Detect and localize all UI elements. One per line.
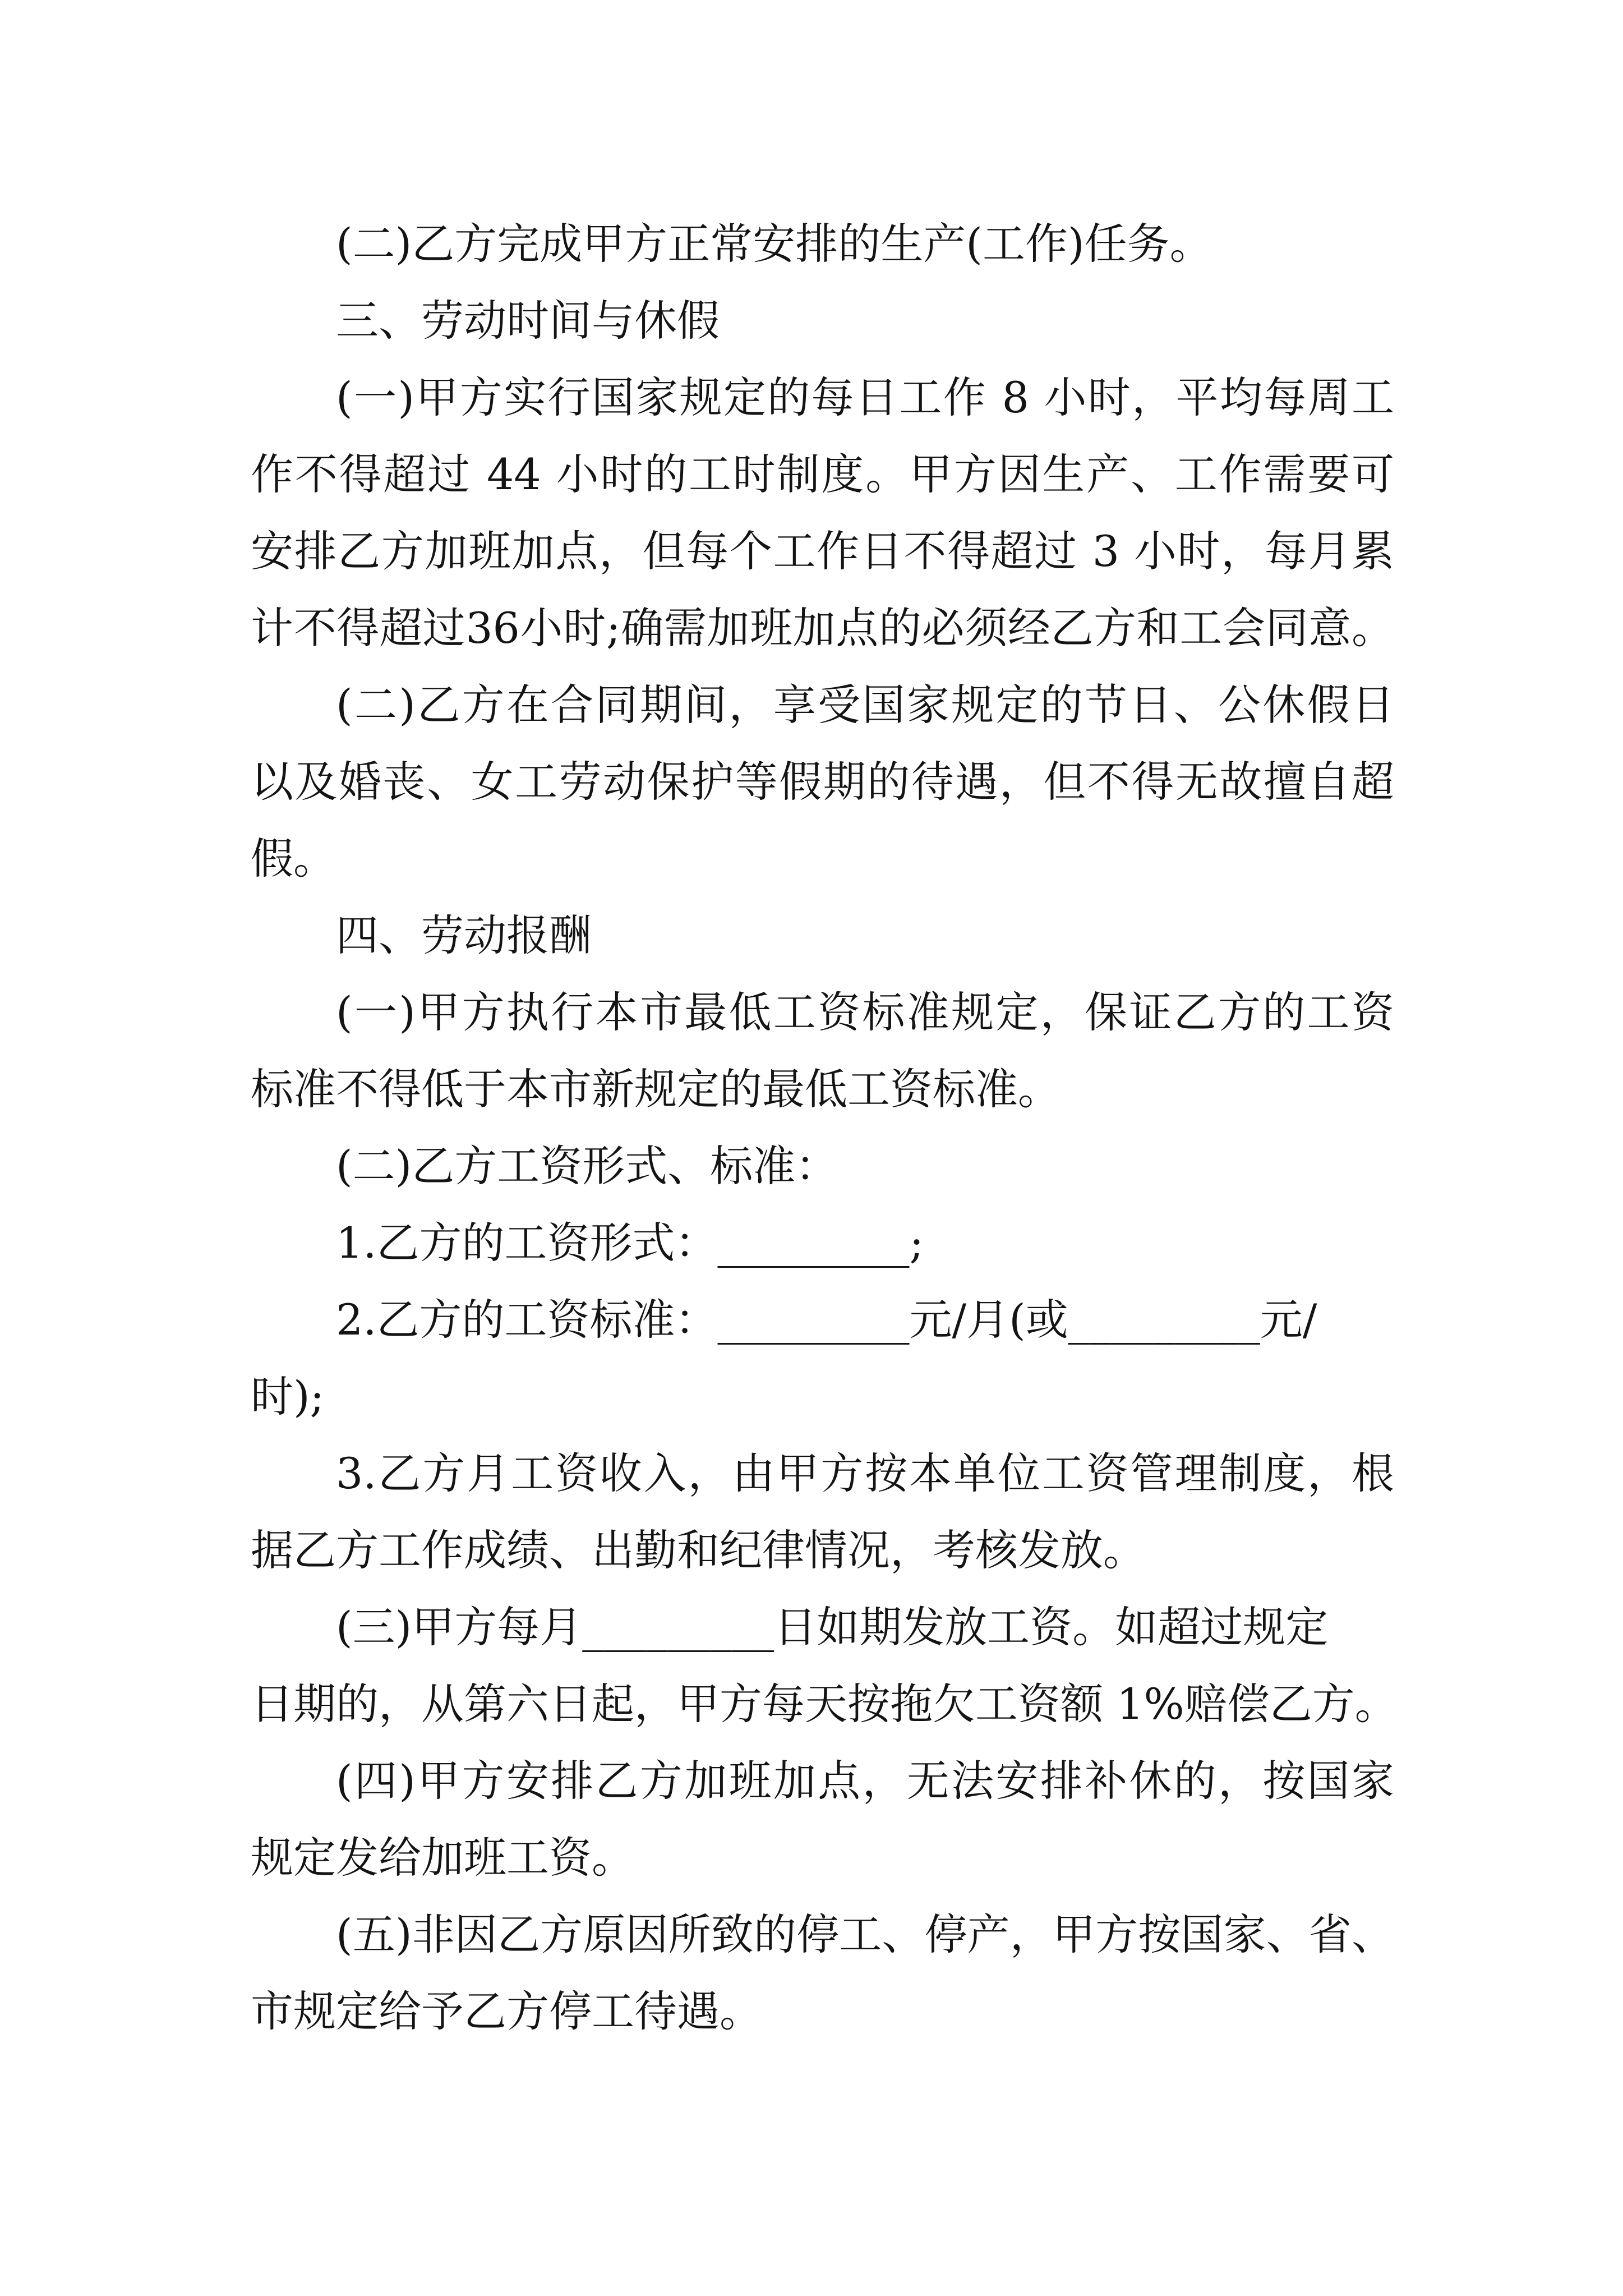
paragraph-line: 安排乙方加班加点，但每个工作日不得超过 3 小时，每月累 [251,526,1394,576]
paragraph [251,359,1394,666]
paragraph-line: (五)非因乙方原因所致的停工、停产，甲方按国家、省、 [336,1910,1394,1959]
paragraph [251,1435,1394,1589]
paragraph [251,1742,1394,1896]
paragraph [251,1589,1398,1742]
paragraph-line: (二)乙方在合同期间，享受国家规定的节日、公休假日 [336,680,1394,730]
paragraph-line: 日期的，从第六日起，甲方每天按拖欠工资额 1%赔偿乙方。 [251,1679,1398,1729]
paragraph-line: 1.乙方的工资形式：_________; [336,1218,924,1268]
paragraph-line: 以及婚丧、女工劳动保护等假期的待遇，但不得无故擅自超 [251,757,1394,807]
paragraph [251,1896,1394,2050]
paragraph-line: 时); [251,1372,325,1421]
paragraph-line: (三)甲方每月_________日如期发放工资。如超过规定 [336,1602,1329,1652]
paragraph-line: 规定发给加班工资。 [251,1833,634,1883]
paragraph-line: 假。 [251,834,336,884]
paragraph-line: 计不得超过36小时;确需加班加点的必须经乙方和工会同意。 [251,603,1394,653]
paragraph-line: (一)甲方实行国家规定的每日工作 8 小时，平均每周工 [336,372,1394,422]
paragraph-line: 据乙方工作成绩、出勤和纪律情况，考核发放。 [251,1525,1146,1575]
paragraph [251,1204,1394,1281]
paragraph [251,974,1394,1128]
paragraph-line: 标准不得低于本市新规定的最低工资标准。 [251,1064,1061,1114]
paragraph [251,1128,1394,1204]
section-heading [251,897,1394,974]
paragraph-line: (四)甲方安排乙方加班加点，无法安排补休的，按国家 [336,1756,1394,1806]
paragraph-line: (二)乙方完成甲方正常安排的生产(工作)任务。 [336,219,1212,269]
paragraph [251,1281,1394,1435]
paragraph-line: 3.乙方月工资收入，由甲方按本单位工资管理制度，根 [336,1448,1394,1498]
paragraph-line: 市规定给予乙方停工待遇。 [251,1986,762,2036]
paragraph [251,205,1394,282]
paragraph-line: (一)甲方执行本市最低工资标准规定，保证乙方的工资 [336,987,1394,1037]
document-body [251,205,1398,2050]
paragraph [251,666,1394,897]
section-heading-text: 四、劳动报酬 [336,910,592,960]
section-heading-text: 三、劳动时间与休假 [336,296,720,346]
paragraph-line: 2.乙方的工资标准：_________元/月(或_________元/ [336,1295,1317,1345]
section-heading [251,282,1394,359]
paragraph-line: (二)乙方工资形式、标准： [336,1141,838,1191]
paragraph-line: 作不得超过 44 小时的工时制度。甲方因生产、工作需要可 [251,449,1394,499]
